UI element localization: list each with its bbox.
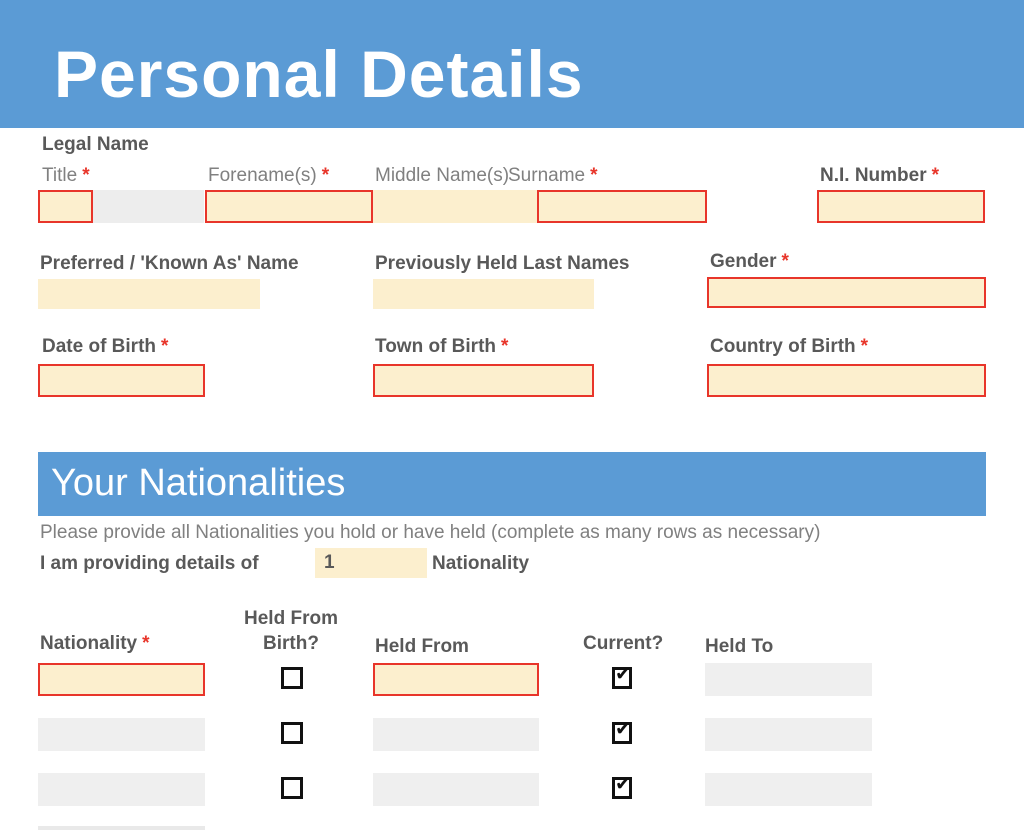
preferred-name-input[interactable] (38, 279, 260, 309)
forenames-label-text: Forename(s) (208, 165, 317, 186)
providing-details-suffix: Nationality (432, 553, 530, 574)
current-checkbox[interactable] (612, 773, 632, 799)
gender-required-asterisk: * (781, 251, 789, 272)
ni-number-input[interactable] (817, 190, 985, 223)
ni-number-required-asterisk: * (931, 165, 940, 186)
preferred-name-label (40, 253, 299, 275)
middle-name-input[interactable] (373, 190, 537, 223)
previous-names-label-text: Previously Held Last Names (375, 253, 630, 274)
held-to-header: Held To (705, 636, 774, 657)
forenames-input[interactable] (205, 190, 373, 223)
surname-label-text: Surname (508, 165, 586, 186)
middle-name-label-text: Middle Name(s) (375, 165, 510, 186)
town-of-birth-input[interactable] (373, 364, 594, 397)
held-from-birth-checkbox[interactable] (281, 777, 303, 799)
held-from-input[interactable] (373, 718, 539, 751)
country-required-asterisk: * (860, 336, 869, 357)
dob-required-asterisk: * (161, 336, 169, 357)
nationality-input[interactable] (38, 663, 205, 696)
preferred-name-label-text: Preferred / 'Known As' Name (40, 253, 299, 274)
country-of-birth-label-text: Country of Birth (710, 336, 856, 357)
held-from-header: Held From (375, 636, 469, 657)
held-from-birth-header-line2: Birth? (263, 633, 319, 654)
held-from-input[interactable] (373, 773, 539, 806)
nationality-count-input[interactable]: 1 (315, 548, 427, 578)
check-icon: ✔ (615, 773, 631, 795)
page-title: Personal Details (54, 37, 584, 111)
previous-names-input[interactable] (373, 279, 594, 309)
nationalities-section-title: Your Nationalities (51, 462, 346, 504)
forenames-required-asterisk: * (321, 165, 330, 186)
title-input[interactable] (38, 190, 93, 223)
providing-details-prefix: I am providing details of (40, 553, 259, 574)
current-checkbox[interactable] (612, 663, 632, 689)
nationality-input[interactable] (38, 773, 205, 806)
title-label (42, 165, 90, 187)
forenames-label (208, 165, 329, 187)
surname-required-asterisk: * (590, 165, 598, 186)
held-to-input[interactable] (705, 663, 872, 696)
gender-input[interactable] (707, 277, 986, 308)
ni-number-label (820, 165, 939, 187)
legal-name-section-label: Legal Name (42, 134, 149, 155)
held-from-input[interactable] (373, 663, 539, 696)
held-from-birth-header-line1: Held From (244, 608, 338, 629)
middle-name-label (375, 165, 509, 187)
title-required-asterisk: * (82, 165, 90, 186)
nationality-row-partial (38, 826, 205, 830)
surname-label (508, 165, 598, 187)
nationality-required-asterisk: * (142, 633, 150, 654)
country-of-birth-label (710, 336, 868, 358)
gender-label-text: Gender (710, 251, 777, 272)
nationality-header (40, 633, 150, 655)
dob-input[interactable] (38, 364, 205, 397)
dob-label-text: Date of Birth (42, 336, 156, 357)
title-label-text: Title (42, 165, 78, 186)
town-of-birth-label-text: Town of Birth (375, 336, 497, 357)
page-header-band (0, 0, 1024, 128)
nationality-header-text: Nationality (40, 633, 138, 654)
surname-input[interactable] (537, 190, 707, 223)
nationality-input[interactable] (38, 718, 205, 751)
dob-label (42, 336, 168, 358)
title-filler-box (93, 190, 204, 223)
current-checkbox[interactable] (612, 718, 632, 744)
held-to-input[interactable] (705, 718, 872, 751)
nationalities-section-band (38, 452, 986, 516)
town-required-asterisk: * (501, 336, 509, 357)
check-icon: ✔ (615, 718, 631, 740)
held-to-input[interactable] (705, 773, 872, 806)
previous-names-label (375, 253, 630, 275)
ni-number-label-text: N.I. Number (820, 165, 927, 186)
current-header: Current? (583, 633, 664, 654)
town-of-birth-label (375, 336, 508, 358)
held-from-birth-checkbox[interactable] (281, 667, 303, 689)
held-from-birth-checkbox[interactable] (281, 722, 303, 744)
check-icon: ✔ (615, 663, 631, 685)
gender-label (710, 251, 789, 273)
nationalities-instruction: Please provide all Nationalities you hold or have held (complete as many rows as necessary) (40, 522, 821, 543)
country-of-birth-input[interactable] (707, 364, 986, 397)
